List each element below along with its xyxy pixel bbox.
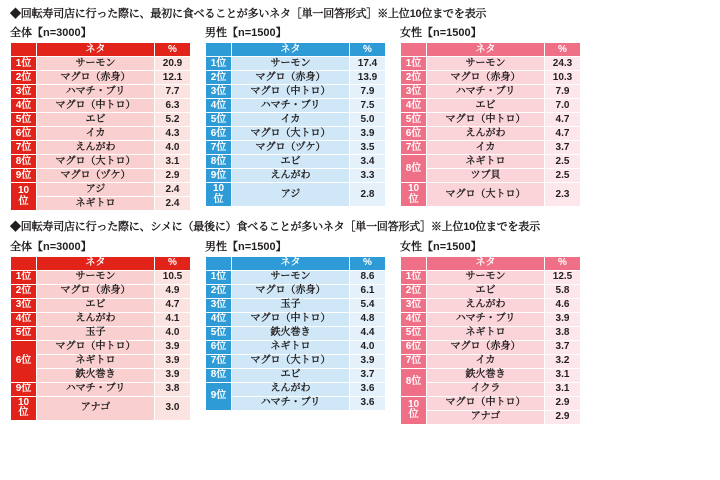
percent-cell: 3.1 — [545, 368, 581, 382]
neta-cell: マグロ（赤身） — [427, 340, 545, 354]
header-neta: ネタ — [232, 43, 350, 57]
table-row — [11, 57, 191, 71]
neta-cell: イカ — [232, 113, 350, 127]
column-female — [400, 241, 581, 425]
percent-cell: 3.7 — [350, 368, 386, 382]
percent-cell: 4.7 — [545, 127, 581, 141]
rank-cell: 4位 — [206, 99, 232, 113]
percent-cell: 4.7 — [545, 113, 581, 127]
percent-cell: 3.6 — [350, 396, 386, 410]
rank-cell: 4位 — [206, 312, 232, 326]
rank-cell: 1位 — [401, 57, 427, 71]
rank-cell: 4位 — [401, 99, 427, 113]
neta-cell: マグロ（中トロ） — [37, 99, 155, 113]
rank-cell: 2位 — [401, 71, 427, 85]
neta-cell: マグロ（中トロ） — [37, 340, 155, 354]
table-row — [11, 368, 191, 382]
table-row — [401, 183, 581, 207]
header-neta: ネタ — [37, 256, 155, 270]
rank-cell: 7位 — [206, 141, 232, 155]
rank-cell: 4位 — [401, 312, 427, 326]
section-title: ◆回転寿司店に行った際に、シメに（最後に）食べることが多いネタ［単一回答形式］※上位10位までを表示 — [10, 221, 540, 234]
table-row — [11, 326, 191, 340]
header-rank — [401, 256, 427, 270]
percent-cell: 3.9 — [350, 354, 386, 368]
neta-cell: 鉄火巻き — [37, 368, 155, 382]
percent-cell: 3.7 — [545, 340, 581, 354]
section-columns — [10, 241, 710, 425]
section-first-neta — [10, 8, 710, 211]
column-label: 女性【n=1500】 — [400, 27, 482, 40]
neta-cell: ハマチ・ブリ — [427, 312, 545, 326]
rank-cell: 7位 — [11, 141, 37, 155]
neta-cell: 玉子 — [37, 326, 155, 340]
header-rank — [11, 256, 37, 270]
percent-cell: 4.8 — [350, 312, 386, 326]
table-row — [206, 57, 386, 71]
neta-cell: えんがわ — [427, 127, 545, 141]
table-row — [401, 368, 581, 382]
table-row — [206, 382, 386, 396]
percent-cell: 2.8 — [350, 183, 386, 207]
rank-cell: 1位 — [206, 57, 232, 71]
table-row — [11, 71, 191, 85]
neta-cell: 鉄火巻き — [232, 326, 350, 340]
percent-cell: 3.5 — [350, 141, 386, 155]
neta-cell: ネギトロ — [427, 326, 545, 340]
rank-cell: 3位 — [206, 85, 232, 99]
rank-cell: 10位 — [206, 183, 232, 207]
percent-cell: 20.9 — [155, 57, 191, 71]
neta-cell: ネギトロ — [427, 155, 545, 169]
rank-table-body — [401, 256, 581, 424]
neta-cell: エビ — [232, 155, 350, 169]
neta-cell: エビ — [232, 368, 350, 382]
table-header-row — [206, 43, 386, 57]
column-label: 女性【n=1500】 — [400, 240, 482, 253]
table-row — [206, 270, 386, 284]
table-row — [206, 312, 386, 326]
rank-cell: 1位 — [11, 57, 37, 71]
header-percent: % — [155, 256, 191, 270]
neta-cell: ネギトロ — [232, 340, 350, 354]
percent-cell: 3.8 — [155, 382, 191, 396]
rank-cell: 2位 — [401, 284, 427, 298]
table-row — [11, 183, 191, 197]
percent-cell: 2.9 — [155, 169, 191, 183]
rank-table-body — [206, 256, 386, 410]
section-columns — [10, 27, 710, 211]
table-row — [206, 396, 386, 410]
rank-table-body — [11, 43, 191, 211]
column-label: 男性【n=1500】 — [205, 27, 287, 40]
rank-table — [205, 256, 386, 411]
table-row — [11, 284, 191, 298]
percent-cell: 10.5 — [155, 270, 191, 284]
percent-cell: 3.9 — [545, 312, 581, 326]
neta-cell: マグロ（中トロ） — [232, 312, 350, 326]
table-row — [206, 71, 386, 85]
rank-cell: 8位 — [206, 368, 232, 382]
table-row — [206, 284, 386, 298]
neta-cell: マグロ（赤身） — [232, 284, 350, 298]
neta-cell: えんがわ — [427, 298, 545, 312]
percent-cell: 7.7 — [155, 85, 191, 99]
table-row — [401, 410, 581, 424]
column-label: 全体【n=3000】 — [10, 27, 92, 40]
rank-table — [400, 42, 581, 207]
table-row — [11, 312, 191, 326]
table-row — [206, 141, 386, 155]
table-row — [401, 141, 581, 155]
header-neta: ネタ — [427, 43, 545, 57]
neta-cell: サーモン — [427, 270, 545, 284]
header-rank — [206, 43, 232, 57]
percent-cell: 3.9 — [155, 340, 191, 354]
rank-cell: 3位 — [401, 298, 427, 312]
table-row — [11, 354, 191, 368]
neta-cell: イクラ — [427, 382, 545, 396]
table-row — [401, 340, 581, 354]
rank-table-body — [401, 43, 581, 207]
neta-cell: エビ — [37, 298, 155, 312]
neta-cell: マグロ（ヅケ） — [232, 141, 350, 155]
rank-cell: 9位 — [11, 382, 37, 396]
neta-cell: サーモン — [232, 57, 350, 71]
rank-cell: 7位 — [206, 354, 232, 368]
rank-cell: 6位 — [11, 127, 37, 141]
rank-cell: 1位 — [401, 270, 427, 284]
neta-cell: マグロ（中トロ） — [232, 85, 350, 99]
percent-cell: 2.3 — [545, 183, 581, 207]
percent-cell: 2.5 — [545, 155, 581, 169]
percent-cell: 3.1 — [545, 382, 581, 396]
percent-cell: 2.4 — [155, 183, 191, 197]
neta-cell: ハマチ・ブリ — [427, 85, 545, 99]
percent-cell: 3.3 — [350, 169, 386, 183]
neta-cell: サーモン — [37, 270, 155, 284]
header-rank — [206, 256, 232, 270]
table-header-row — [11, 43, 191, 57]
table-row — [401, 85, 581, 99]
table-row — [206, 298, 386, 312]
rank-cell: 2位 — [11, 284, 37, 298]
rank-cell: 2位 — [11, 71, 37, 85]
percent-cell: 2.9 — [545, 410, 581, 424]
table-row — [401, 270, 581, 284]
table-row — [11, 113, 191, 127]
table-row — [206, 340, 386, 354]
rank-cell: 9位 — [206, 169, 232, 183]
header-percent: % — [155, 43, 191, 57]
rank-cell: 5位 — [206, 326, 232, 340]
neta-cell: イカ — [427, 354, 545, 368]
table-row — [401, 396, 581, 410]
table-row — [206, 127, 386, 141]
percent-cell: 4.0 — [155, 326, 191, 340]
rank-cell: 9位 — [11, 169, 37, 183]
percent-cell: 2.9 — [545, 396, 581, 410]
percent-cell: 13.9 — [350, 71, 386, 85]
rank-cell: 6位 — [206, 127, 232, 141]
percent-cell: 2.5 — [545, 169, 581, 183]
table-row — [11, 155, 191, 169]
percent-cell: 4.0 — [350, 340, 386, 354]
column-total — [10, 241, 191, 421]
neta-cell: マグロ（赤身） — [37, 284, 155, 298]
table-header-row — [401, 256, 581, 270]
percent-cell: 7.0 — [545, 99, 581, 113]
percent-cell: 5.0 — [350, 113, 386, 127]
table-row — [206, 368, 386, 382]
percent-cell: 3.0 — [155, 396, 191, 420]
table-row — [11, 141, 191, 155]
percent-cell: 3.9 — [155, 354, 191, 368]
rank-cell: 7位 — [401, 141, 427, 155]
table-row — [401, 155, 581, 169]
neta-cell: マグロ（大トロ） — [37, 155, 155, 169]
table-row — [401, 169, 581, 183]
percent-cell: 5.4 — [350, 298, 386, 312]
neta-cell: ネギトロ — [37, 354, 155, 368]
table-row — [401, 71, 581, 85]
rank-cell: 1位 — [206, 270, 232, 284]
percent-cell: 6.3 — [155, 99, 191, 113]
neta-cell: マグロ（大トロ） — [232, 354, 350, 368]
table-row — [11, 340, 191, 354]
rank-cell: 2位 — [206, 71, 232, 85]
table-row — [206, 155, 386, 169]
header-percent: % — [545, 256, 581, 270]
percent-cell: 3.2 — [545, 354, 581, 368]
neta-cell: イカ — [37, 127, 155, 141]
rank-cell: 6位 — [401, 127, 427, 141]
percent-cell: 4.9 — [155, 284, 191, 298]
rank-cell: 3位 — [11, 298, 37, 312]
percent-cell: 7.9 — [545, 85, 581, 99]
rank-cell: 2位 — [206, 284, 232, 298]
rank-table — [10, 256, 191, 421]
percent-cell: 6.1 — [350, 284, 386, 298]
percent-cell: 17.4 — [350, 57, 386, 71]
header-neta: ネタ — [427, 256, 545, 270]
percent-cell: 7.9 — [350, 85, 386, 99]
rank-cell: 5位 — [206, 113, 232, 127]
rank-cell: 3位 — [206, 298, 232, 312]
table-row — [401, 113, 581, 127]
rank-cell: 4位 — [11, 99, 37, 113]
section-last-neta — [10, 221, 710, 424]
neta-cell: サーモン — [427, 57, 545, 71]
column-label: 男性【n=1500】 — [205, 240, 287, 253]
rank-cell: 7位 — [401, 354, 427, 368]
table-row — [11, 270, 191, 284]
rank-table — [400, 256, 581, 425]
table-row — [11, 396, 191, 420]
table-row — [401, 312, 581, 326]
percent-cell: 5.8 — [545, 284, 581, 298]
percent-cell: 2.4 — [155, 197, 191, 211]
rank-cell: 8位 — [401, 368, 427, 396]
neta-cell: えんがわ — [232, 382, 350, 396]
percent-cell: 12.1 — [155, 71, 191, 85]
rank-cell: 6位 — [401, 340, 427, 354]
table-header-row — [11, 256, 191, 270]
header-neta: ネタ — [37, 43, 155, 57]
header-neta: ネタ — [232, 256, 350, 270]
header-rank — [11, 43, 37, 57]
table-row — [401, 284, 581, 298]
percent-cell: 4.0 — [155, 141, 191, 155]
rank-cell: 10位 — [401, 183, 427, 207]
table-row — [206, 85, 386, 99]
table-row — [206, 113, 386, 127]
rank-cell: 5位 — [401, 113, 427, 127]
rank-cell: 3位 — [11, 85, 37, 99]
percent-cell: 4.7 — [155, 298, 191, 312]
neta-cell: ハマチ・ブリ — [232, 396, 350, 410]
neta-cell: アジ — [232, 183, 350, 207]
neta-cell: アナゴ — [37, 396, 155, 420]
rank-cell: 6位 — [206, 340, 232, 354]
table-row — [11, 197, 191, 211]
table-row — [206, 183, 386, 207]
rank-cell: 1位 — [11, 270, 37, 284]
neta-cell: えんがわ — [37, 312, 155, 326]
rank-cell: 10位 — [11, 183, 37, 211]
rank-cell: 8位 — [401, 155, 427, 183]
table-row — [401, 354, 581, 368]
neta-cell: 玉子 — [232, 298, 350, 312]
percent-cell: 4.6 — [545, 298, 581, 312]
rank-cell: 8位 — [206, 155, 232, 169]
column-total — [10, 27, 191, 211]
rank-cell: 3位 — [401, 85, 427, 99]
table-row — [11, 169, 191, 183]
percent-cell: 3.1 — [155, 155, 191, 169]
percent-cell: 3.8 — [545, 326, 581, 340]
percent-cell: 3.6 — [350, 382, 386, 396]
rank-table-body — [206, 43, 386, 207]
rank-cell: 6位 — [11, 340, 37, 382]
rank-table — [10, 42, 191, 211]
table-row — [11, 127, 191, 141]
percent-cell: 8.6 — [350, 270, 386, 284]
neta-cell: マグロ（大トロ） — [232, 127, 350, 141]
neta-cell: イカ — [427, 141, 545, 155]
neta-cell: エビ — [427, 99, 545, 113]
table-row — [401, 326, 581, 340]
neta-cell: マグロ（中トロ） — [427, 113, 545, 127]
neta-cell: ハマチ・ブリ — [37, 85, 155, 99]
percent-cell: 4.1 — [155, 312, 191, 326]
table-row — [401, 298, 581, 312]
percent-cell: 3.4 — [350, 155, 386, 169]
neta-cell: マグロ（中トロ） — [427, 396, 545, 410]
column-male — [205, 27, 386, 207]
table-row — [206, 326, 386, 340]
percent-cell: 3.9 — [350, 127, 386, 141]
percent-cell: 5.2 — [155, 113, 191, 127]
rank-cell: 10位 — [11, 396, 37, 420]
table-row — [206, 354, 386, 368]
rank-cell: 5位 — [401, 326, 427, 340]
table-header-row — [206, 256, 386, 270]
percent-cell: 12.5 — [545, 270, 581, 284]
neta-cell: アジ — [37, 183, 155, 197]
header-rank — [401, 43, 427, 57]
percent-cell: 3.7 — [545, 141, 581, 155]
neta-cell: ツブ貝 — [427, 169, 545, 183]
rank-cell: 10位 — [401, 396, 427, 424]
section-title: ◆回転寿司店に行った際に、最初に食べることが多いネタ［単一回答形式］※上位10位までを表示 — [10, 8, 487, 20]
table-row — [206, 169, 386, 183]
neta-cell: 鉄火巻き — [427, 368, 545, 382]
neta-cell: ハマチ・ブリ — [37, 382, 155, 396]
percent-cell: 24.3 — [545, 57, 581, 71]
percent-cell: 7.5 — [350, 99, 386, 113]
column-female — [400, 27, 581, 207]
header-percent: % — [350, 256, 386, 270]
neta-cell: エビ — [427, 284, 545, 298]
percent-cell: 4.4 — [350, 326, 386, 340]
neta-cell: エビ — [37, 113, 155, 127]
table-row — [401, 382, 581, 396]
neta-cell: ハマチ・ブリ — [232, 99, 350, 113]
table-row — [11, 99, 191, 113]
column-label: 全体【n=3000】 — [10, 240, 92, 253]
table-row — [401, 99, 581, 113]
percent-cell: 4.3 — [155, 127, 191, 141]
rank-cell: 5位 — [11, 326, 37, 340]
table-row — [401, 127, 581, 141]
column-male — [205, 241, 386, 411]
neta-cell: サーモン — [37, 57, 155, 71]
neta-cell: えんがわ — [232, 169, 350, 183]
table-row — [11, 298, 191, 312]
neta-cell: マグロ（赤身） — [232, 71, 350, 85]
table-row — [11, 382, 191, 396]
neta-cell: サーモン — [232, 270, 350, 284]
rank-cell: 4位 — [11, 312, 37, 326]
neta-cell: マグロ（赤身） — [37, 71, 155, 85]
header-percent: % — [350, 43, 386, 57]
neta-cell: えんがわ — [37, 141, 155, 155]
neta-cell: マグロ（大トロ） — [427, 183, 545, 207]
table-header-row — [401, 43, 581, 57]
neta-cell: マグロ（赤身） — [427, 71, 545, 85]
table-row — [401, 57, 581, 71]
percent-cell: 10.3 — [545, 71, 581, 85]
rank-cell: 8位 — [11, 155, 37, 169]
neta-cell: アナゴ — [427, 410, 545, 424]
rank-cell: 5位 — [11, 113, 37, 127]
table-row — [11, 85, 191, 99]
table-row — [206, 99, 386, 113]
neta-cell: マグロ（ヅケ） — [37, 169, 155, 183]
header-percent: % — [545, 43, 581, 57]
rank-table-body — [11, 256, 191, 420]
rank-cell: 9位 — [206, 382, 232, 410]
percent-cell: 3.9 — [155, 368, 191, 382]
rank-table — [205, 42, 386, 207]
neta-cell: ネギトロ — [37, 197, 155, 211]
